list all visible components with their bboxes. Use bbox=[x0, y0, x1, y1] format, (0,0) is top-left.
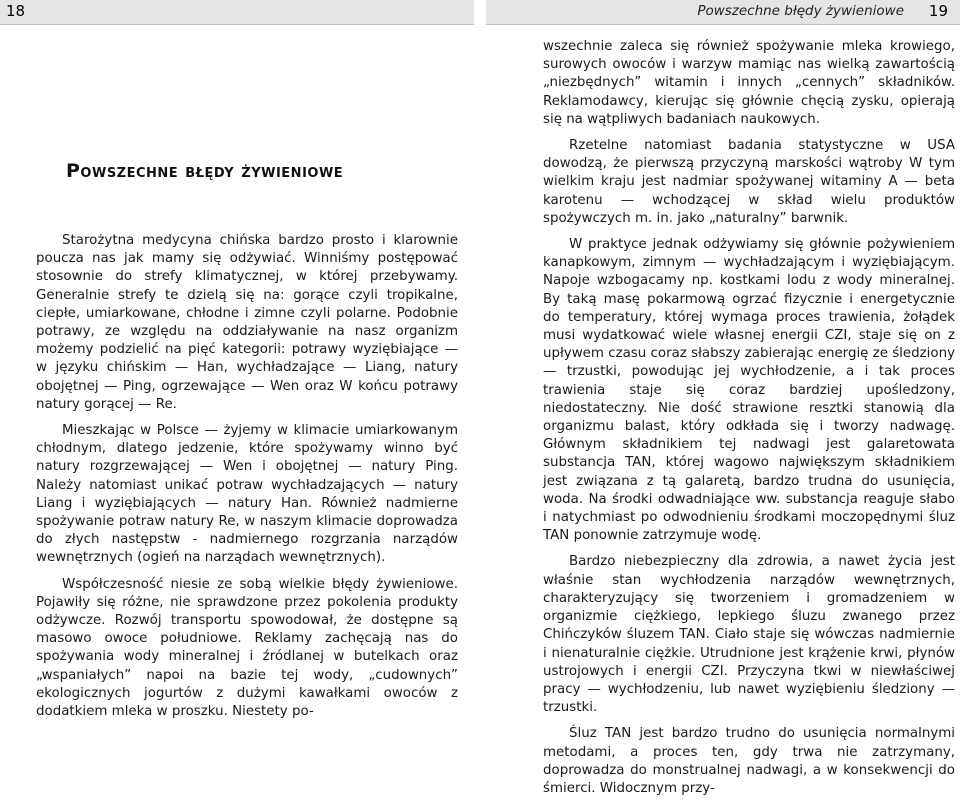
left-page-header bbox=[0, 0, 474, 25]
paragraph: Bardzo niebezpieczny dla zdrowia, a nawet życia jest właśnie stan wychłodzenia narządów wewnętrznych, charakteryzujący się tworzeniem i gromadzeniem w organizmie ciężkiego, lepkiego śluzu zwanego przez Chińczyków śluzem TAN. Ciało staje się wówczas nadmiernie i nienaturalnie ciężkie. Utrudnione jest krążenie krwi, płynów ustrojowych i energii CZI. Przyczyna tkwi w niewłaściwej pracy — wychłodzeniu, lub nawet wyziębieniu śledziony — trzustki. bbox=[543, 554, 955, 716]
paragraph: Rzetelne natomiast badania statystyczne w USA dowodzą, że pierwszą przyczyną marskości wątroby W tym wielkim kraju jest nadmiar spożywanej witaminy A — beta karotenu — wchodzącej w skład wielu produktów spożywczych m. in. jako „naturalny” barwnik. bbox=[543, 138, 955, 226]
right-page-header bbox=[486, 0, 960, 25]
paragraph-continuation: wszechnie zaleca się również spożywanie mleka krowiego, surowych owoców i warzyw mamiąc nas wielką zawartością „niezbędnych” witamin i innych „cennych” składników. Reklamodawcy, kierując się głównie chęcią zysku, opierają się na wątpliwych badaniach naukowych. bbox=[543, 39, 955, 127]
paragraph: Śluz TAN jest bardzo trudno do usunięcia normalnymi metodami, a proces ten, gdy trwa nie zatrzymany, doprowadza do monstrualnej nadwagi, a w konsekwencji do śmierci. Widocznym przy- bbox=[543, 726, 955, 796]
right-page-body bbox=[543, 38, 955, 806]
paragraph: W praktyce jednak odżywiamy się głównie pożywieniem kanapkowym, zimnym — wychładzającym i wyziębiającym. Napoje wzbogacamy np. kostkami lodu z wody mineralnej. By taką masę pokarmową ogrzać fizycznie i energetycznie do temperatury, której wymaga proces trawienia, żołądek musi wydatkować wiele własnej energii CZI, staje się on z upływem czasu coraz słabszy zabierając energię ze śledziony — trzustki, powodując jej wychłodzenie, a i tak proces trawienia staje się coraz bardziej upośledzony, niedostateczny. Nie dość strawione resztki stanowią dla organizmu balast, który odkłada się i tworzy nadwagę. Głównym składnikiem tej nadwagi jest galaretowata substancja TAN, której wagowo największym składnikiem jest związana z tą galaretą, bardzo trudna do usunięcia, woda. Na środki odwadniające ww. substancja reaguje słabo i natychmiast po odwodnieniu środkami moczopędnymi śluz TAN ponownie zatrzymuje wodę. bbox=[543, 237, 955, 544]
chapter-title: Powszechne błędy żywieniowe bbox=[66, 160, 344, 182]
left-page bbox=[0, 0, 474, 720]
page-number-right: 19 bbox=[928, 2, 948, 20]
paragraph: Mieszkając w Polsce — żyjemy w klimacie umiarkowanym chłodnym, dlatego jedzenie, które spożywamy winno być natury rozgrzewającej — Wen i obojętnej — natury Ping. Należy natomiast unikać potraw wychładzających — natury Liang i wyziębiających — natury Han. Również nadmierne spożywanie potraw natury Re, w naszym klimacie doprowadza do złych następstw - nadmiernego rozgrzania narządów wewnętrznych (ogień na narządach wewnętrznych). bbox=[36, 423, 458, 566]
page-number-left: 18 bbox=[6, 2, 26, 20]
left-page-body bbox=[36, 232, 458, 729]
running-title: Powszechne błędy żywieniowe bbox=[697, 3, 904, 19]
right-page bbox=[486, 0, 960, 796]
paragraph: Starożytna medycyna chińska bardzo prosto i klarownie poucza nas jak mamy się odżywiać. Winniśmy postępować stosownie do strefy klimatycznej, w której przebywamy. Generalnie strefy te dzielą się na: gorące czyli tropikalne, ciepłe, umiarkowane, chłodne i zimne czyli polarne. Podobnie potrawy, ze względu na oddziaływanie na nasz organizm możemy podzielić na pięć kategorii: potrawy wyziębiające — w języku chińskim — Han, wychładzające — Liang, natury obojętnej — Ping, ogrzewające — Wen oraz W końcu potrawy natury gorącej — Re. bbox=[36, 233, 458, 412]
paragraph: Współczesność niesie ze sobą wielkie błędy żywieniowe. Pojawiły się różne, nie sprawdzone przez pokolenia produkty odżywcze. Rozwój transportu spowodował, że dostępne są masowo owoce południowe. Reklamy zachęcają nas do spożywania wody mineralnej i źródlanej w butelkach oraz „wspaniałych” napoi na bazie tej wody, „cudownych” ekologicznych jogurtów z dużymi kawałkami owoców z dodatkiem mleka w proszku. Niestety po- bbox=[36, 576, 458, 720]
